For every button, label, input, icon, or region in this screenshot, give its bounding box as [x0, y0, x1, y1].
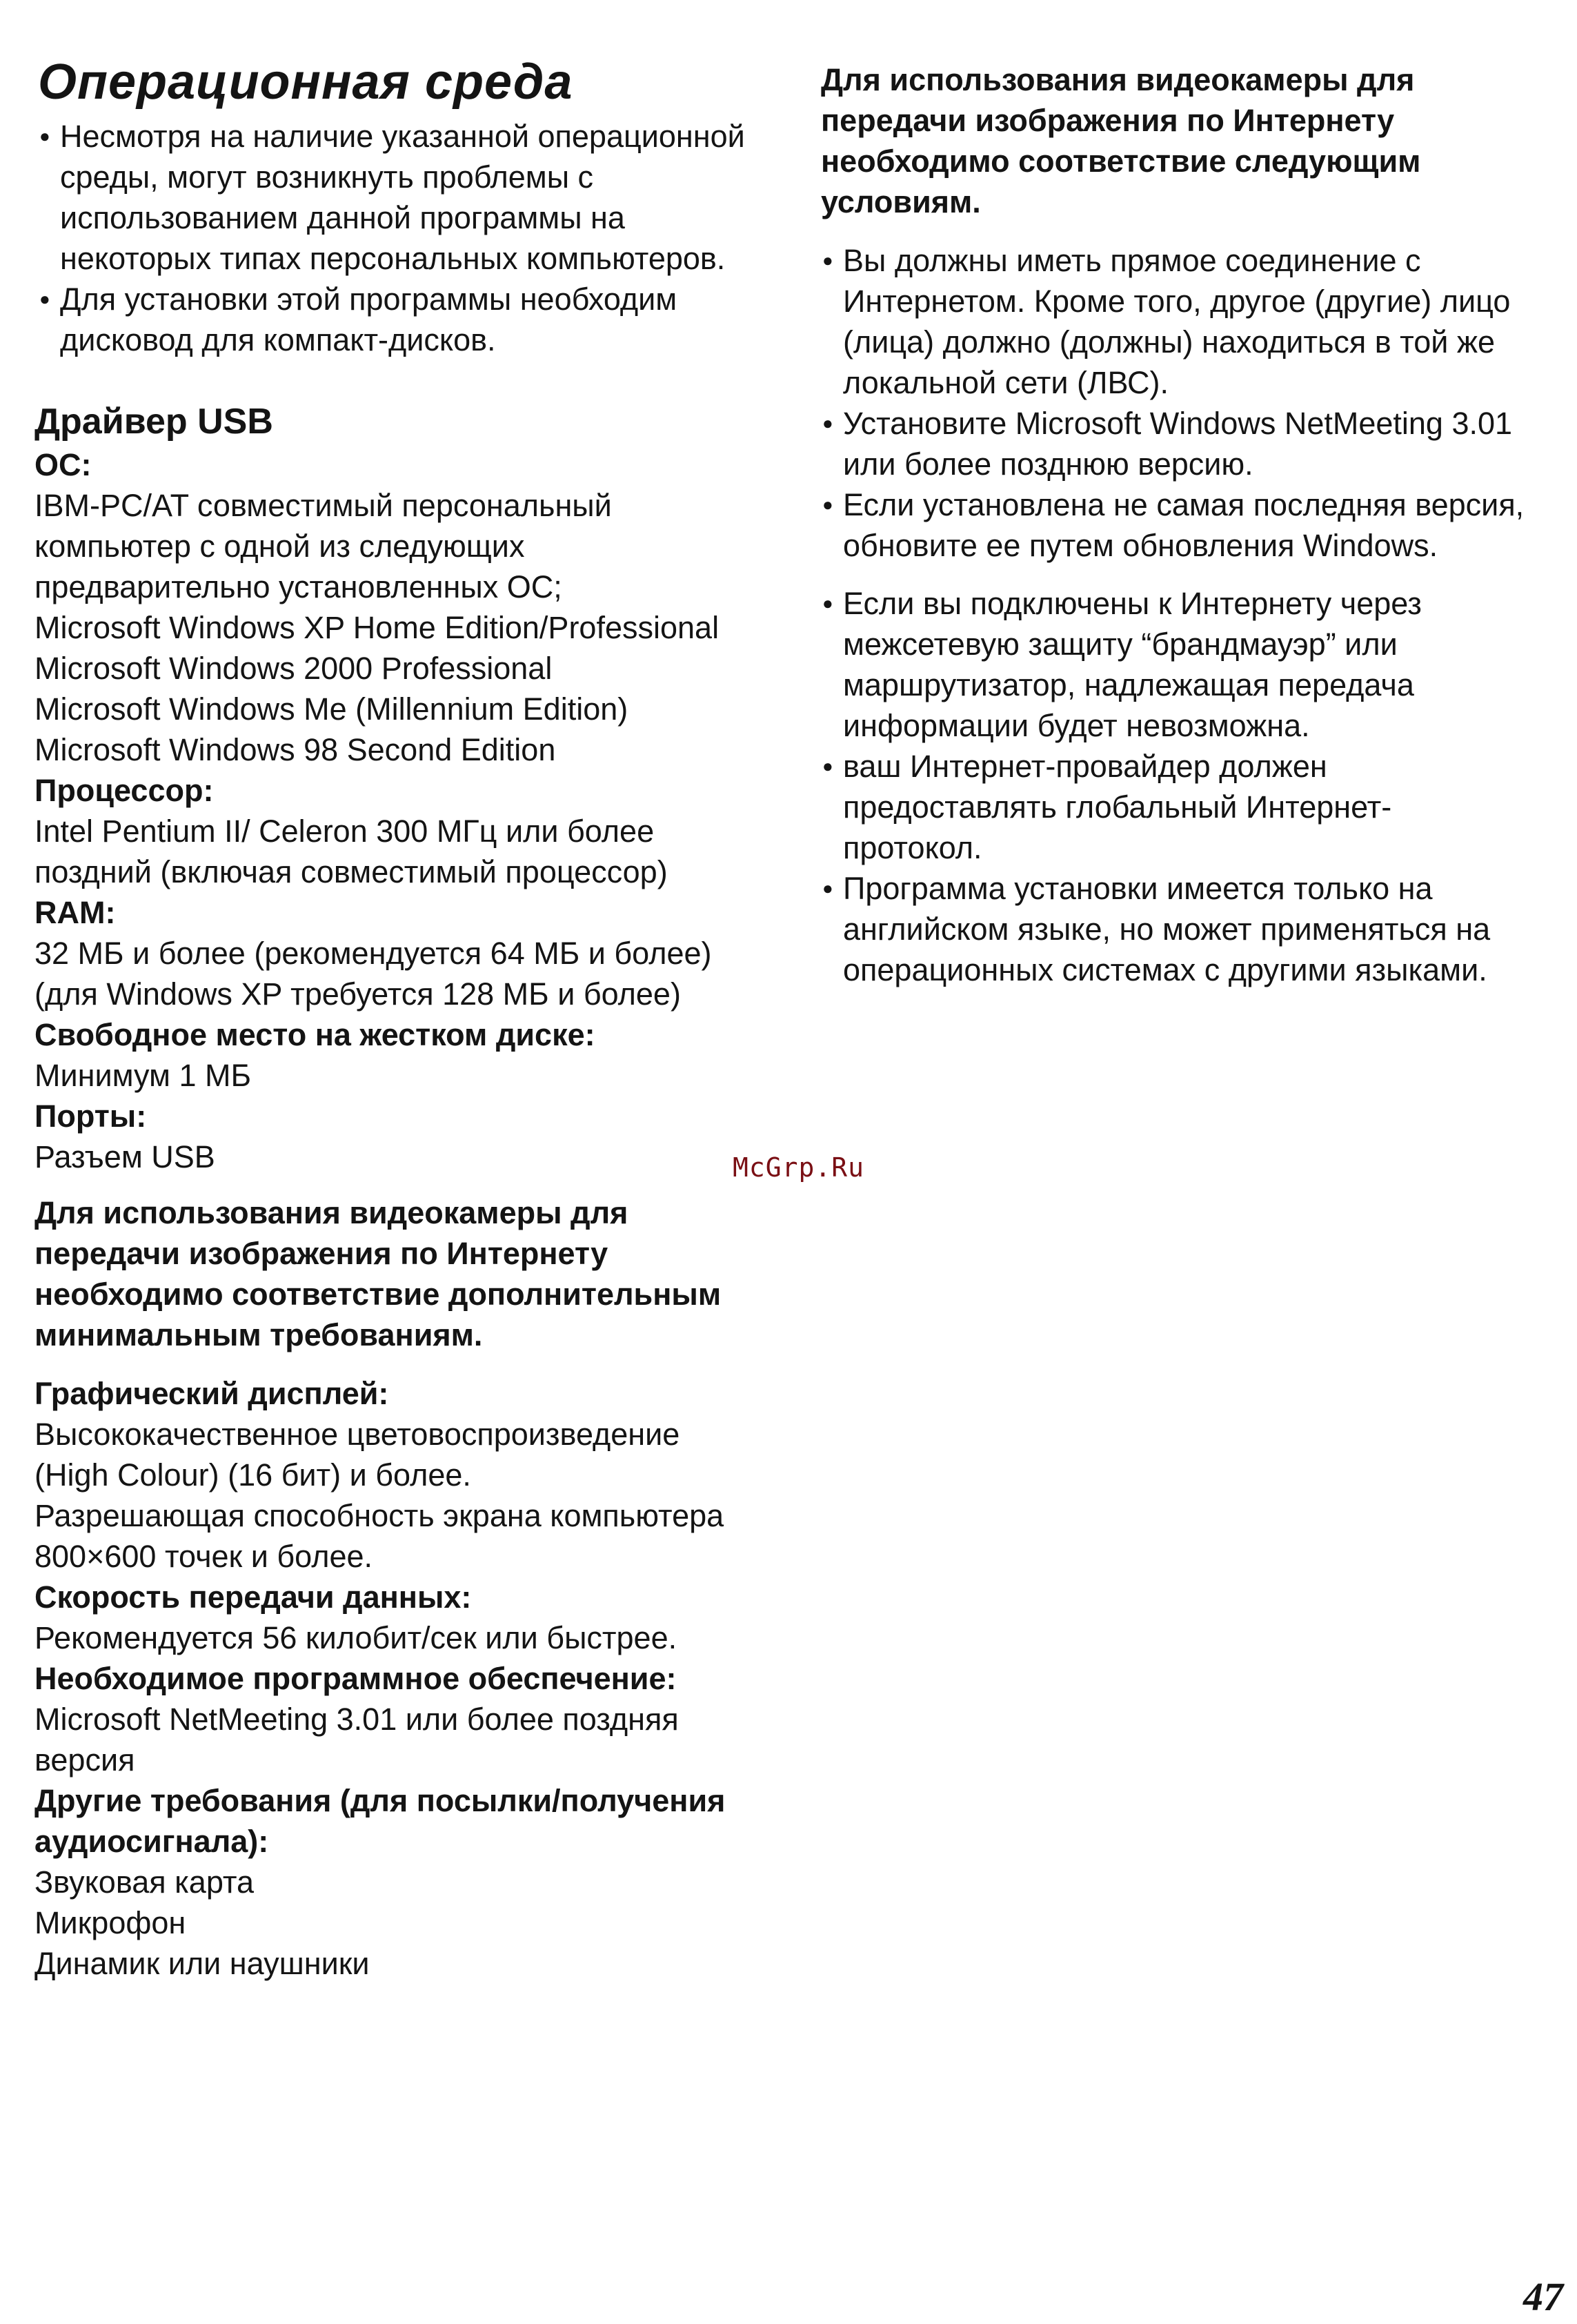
watermark: McGrp.Ru: [733, 1152, 865, 1183]
intro-bullet-list: [38, 116, 793, 360]
conditions-list-a: [821, 240, 1566, 566]
ram-label: RAM:: [34, 895, 116, 930]
list-item: ● Программа установки имеется только на английском языке, но может применяться на операционных системах с другими языками.: [821, 868, 1566, 990]
list-item: ● Если вы подключены к Интернету через межсетевую защиту “брандмауэр” или маршрутизатор, надлежащая передача информации будет невозможна.: [821, 583, 1566, 746]
list-item: ● Несмотря на наличие указанной операционной среды, могут возникнуть проблемы с использованием данной программы на некоторых типах персональных компьютеров.: [38, 116, 793, 279]
internet-requirements-section: Графический дисплей: Высококачественное цветовоспроизведение (High Colour) (16 бит) и более. Разрешающая способность экрана компьютера 800×600 точек и более. Скорость передачи данных: Рекомендуется 56 килобит/сек или быстрее. Необходимое программное обеспечение: Microsoft NetMeeting 3.01 или более поздняя версия Другие требования (для посылки/получения аудиосигнала): Звуковая карта Микрофон Динамик или наушники: [34, 1373, 800, 1984]
other-label: Другие требования (для посылки/получения: [34, 1783, 726, 1818]
list-item: ● Для установки этой программы необходим дисковод для компакт-дисков.: [38, 279, 793, 360]
display-label: Графический дисплей:: [34, 1376, 389, 1411]
list-item: ● Вы должны иметь прямое соединение с Интернетом. Кроме того, другое (другие) лицо (лица) должно (должны) находиться в той же локальной сети (ЛВС).: [821, 240, 1566, 403]
usb-heading: Драйвер USB: [34, 402, 273, 442]
list-item: ● Если установлена не самая последняя версия, обновите ее путем обновления Windows.: [821, 484, 1566, 566]
list-item: ● Установите Microsoft Windows NetMeeting 3.01 или более позднюю версию.: [821, 403, 1566, 484]
list-item: ● ваш Интернет-провайдер должен предоставлять глобальный Интернет- протокол.: [821, 746, 1566, 868]
internet-requirements-heading: Для использования видеокамеры для передачи изображения по Интернету необходимо соответствие дополнительным минимальным требованиям.: [34, 1195, 722, 1352]
os-label: ОС:: [34, 447, 92, 482]
right-heading: Для использования видеокамеры для передачи изображения по Интернету необходимо соответствие следующим условиям.: [821, 62, 1421, 219]
speed-label: Скорость передачи данных:: [34, 1579, 472, 1615]
disk-label: Свободное место на жестком диске:: [34, 1017, 595, 1052]
ports-label: Порты:: [34, 1099, 147, 1134]
cpu-label: Процессор:: [34, 773, 214, 808]
page-title: Операционная среда: [38, 55, 573, 110]
usb-driver-section: Драйвер USB ОС: IBM-PC/AT совместимый персональный компьютер с одной из следующих предварительно установленных ОС; Microsoft Windows XP Home Edition/Professional Microsoft Windows 2000 Professional Microsoft Windows Me (Millennium Edition) Microsoft Windows 98 Second Edition Процессор: Intel Pentium II/ Celeron 300 МГц или более поздний (включая совместимый процессор) RAM: 32 МБ и более (рекомендуется 64 МБ и более) (для Windows XP требуется 128 МБ и более) Свободное место на жестком диске: Минимум 1 МБ Порты: Разъем USB: [34, 399, 800, 1177]
page-number: 47: [1523, 2274, 1563, 2319]
conditions-list-b: [821, 583, 1566, 990]
software-label: Необходимое программное обеспечение:: [34, 1661, 677, 1696]
